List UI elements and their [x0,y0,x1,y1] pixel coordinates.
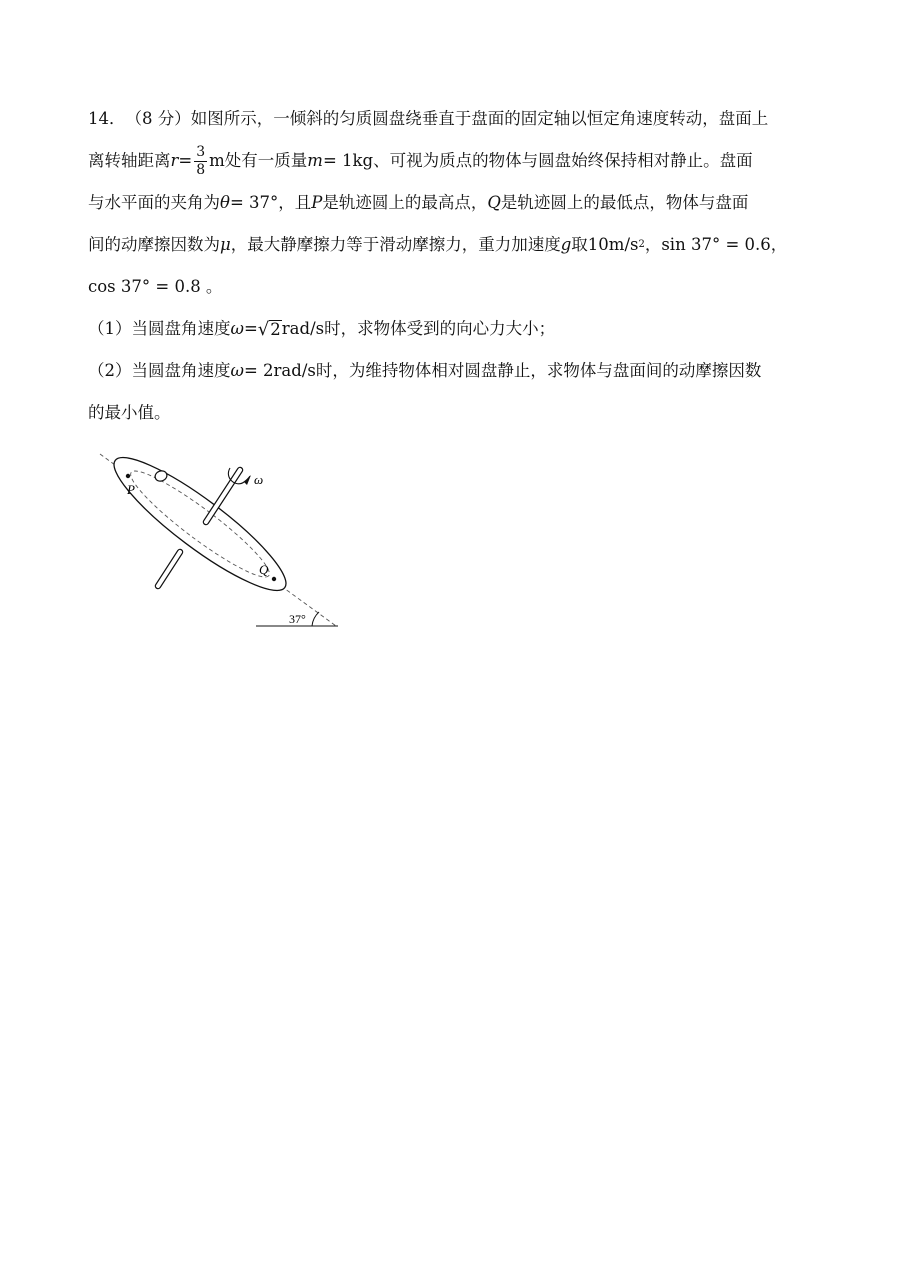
problem-line-4: 间的动摩擦因数为 μ ，最大静摩擦力等于滑动摩擦力，重力加速度 g 取 10m/s 2 ，sin 37° = 0.6， [88,235,788,254]
rotation-arrow-head [244,475,251,485]
question-1-number: （1） [88,319,132,338]
question-2-number: （2） [88,361,132,380]
angle-arc [312,612,319,626]
label-Q: Q [259,562,269,577]
fraction-three-eighths: $\frac{3}{8}$ [196,143,206,178]
point-Q [272,577,276,581]
label-P: P [127,482,135,497]
problem-text [88,98,818,434]
question-1: （1） 当圆盘角速度 ω = √ 2 rad/s 时，求物体受到的向心力大小； [88,308,818,350]
tilted-disc-figure [96,452,346,632]
problem-line-5: cos 37° = 0.8 。 [88,277,223,296]
sqrt-two: √ 2 [257,318,281,340]
question-2: （2） 当圆盘角速度 ω = 2rad/s 时，为维持物体相对圆盘静止，求物体与盘面间的动摩擦因数 [88,350,818,392]
question-2-line-2: 的最小值。 [88,403,171,422]
point-P [126,474,130,478]
problem-number: 14． [88,109,126,128]
problem-line-1: 14． （8 分） 如图所示，一倾斜的匀质圆盘绕垂直于盘面的固定轴以恒定角速度转动，盘面上 [88,98,818,140]
problem-line-3: 与水平面的夹角为 θ = 37° ，且 P 是轨迹圆上的最高点， Q 是轨迹圆上的最低点，物体与盘面 [88,193,749,212]
omega-label: ω [254,472,264,487]
angle-label: 37° [289,612,306,626]
problem-score: （8 分） [125,109,191,128]
problem-line-2: 离转轴距离 r = $\frac{3}{8}$ m 处有一质量 m = 1kg 、可视为质点的物体与圆盘始终保持相对静止。盘面 [88,143,753,178]
